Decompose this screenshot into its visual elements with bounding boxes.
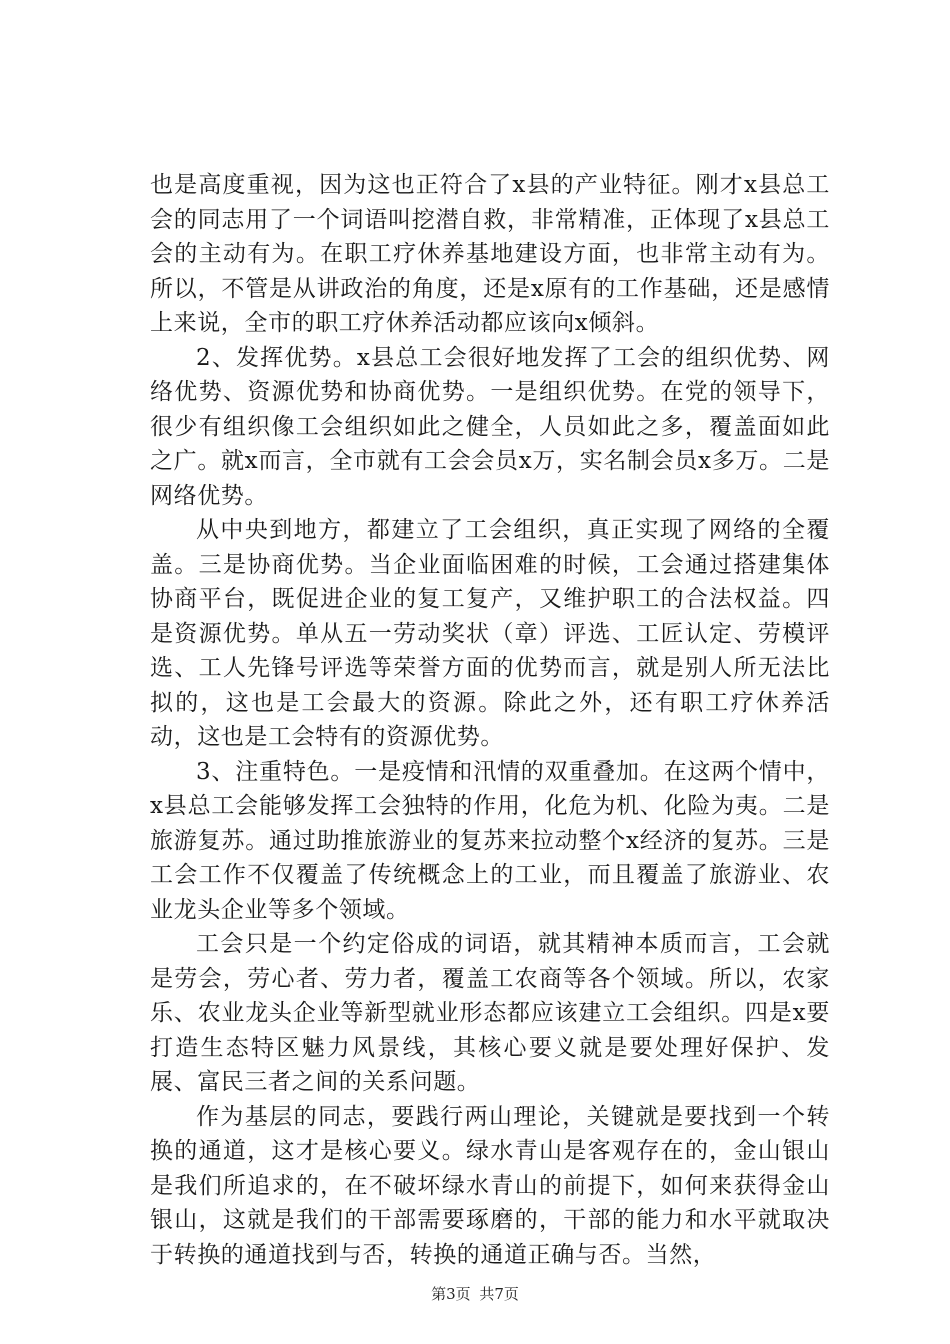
paragraph-network-coverage: 从中央到地方，都建立了工会组织，真正实现了网络的全覆盖。三是协商优势。当企业面临困难的时候，工会通过搭建集体协商平台，既促进企业的复工复产，又维护职工的合法权益。四是资源优势。单从五一劳动奖状（章）评选、工匠认定、劳模评选、工人先锋号评选等荣誉方面的优势而言，就是别人所无法比拟的，这也是工会最大的资源。除此之外，还有职工疗休养活动，这也是工会特有的资源优势。 <box>150 517 830 750</box>
page-footer <box>0 1283 950 1304</box>
document-body <box>150 168 830 1272</box>
paragraph-focus-features: 3、注重特色。一是疫情和汛情的双重叠加。在这两个情中，x县总工会能够发挥工会独特的作用，化危为机、化险为夷。二是旅游复苏。通过助推旅游业的复苏来拉动整个x经济的复苏。三是工会工作不仅覆盖了传统概念上的工业，而且覆盖了旅游业、农业龙头企业等多个领域。 <box>150 758 830 923</box>
paragraph-two-mountains-theory: 作为基层的同志，要践行两山理论，关键就是要找到一个转换的通道，这才是核心要义。绿水青山是客观存在的，金山银山是我们所追求的，在不破坏绿水青山的前提下，如何来获得金山银山，这就是我们的干部需要琢磨的，干部的能力和水平就取决于转换的通道找到与否，转换的通道正确与否。当然， <box>150 1103 830 1268</box>
page-total: 共7页 <box>479 1285 519 1303</box>
paragraph-leverage-advantages: 2、发挥优势。x县总工会很好地发挥了工会的组织优势、网络优势、资源优势和协商优势。一是组织优势。在党的领导下，很少有组织像工会组织如此之健全，人员如此之多，覆盖面如此之广。就x而言，全市就有工会会员x万，实名制会员x多万。二是网络优势。 <box>150 344 830 509</box>
page-number: 第3页 <box>431 1285 471 1303</box>
paragraph-continuation: 也是高度重视，因为这也正符合了x县的产业特征。刚才x县总工会的同志用了一个词语叫挖潜自救，非常精准，正体现了x县总工会的主动有为。在职工疗休养基地建设方面，也非常主动有为。所以，不管是从讲政治的角度，还是x原有的工作基础，还是感情上来说，全市的职工疗休养活动都应该向x倾斜。 <box>150 172 830 336</box>
paragraph-union-essence: 工会只是一个约定俗成的词语，就其精神本质而言，工会就是劳会，劳心者、劳力者，覆盖工农商等各个领域。所以，农家乐、农业龙头企业等新型就业形态都应该建立工会组织。四是x要打造生态特区魅力风景线，其核心要义就是要处理好保护、发展、富民三者之间的关系问题。 <box>150 931 830 1095</box>
